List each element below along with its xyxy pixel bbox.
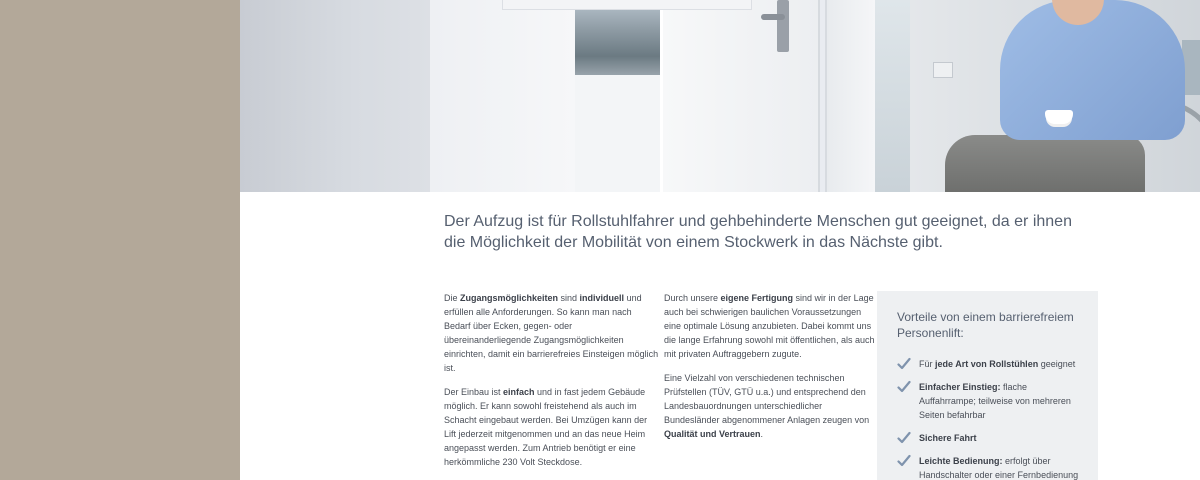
text: Durch unsere <box>664 293 721 303</box>
content-page <box>240 0 1200 480</box>
bold-text: jede Art von Rollstühlen <box>935 359 1039 369</box>
hero-landscape-view <box>575 0 665 75</box>
text-column-2 <box>664 291 879 451</box>
hero-image <box>240 0 1200 192</box>
text-column-1 <box>444 291 659 479</box>
hero-door <box>660 0 820 192</box>
text: Für <box>919 359 936 369</box>
bold-text: Qualität und Vertrauen <box>664 429 761 439</box>
bold-text: Sichere Fahrt <box>919 433 977 443</box>
person-legs <box>945 135 1145 192</box>
hero-top-panel <box>502 0 752 10</box>
text: erfolgt über Handschalter oder einer Fernbedienung <box>919 456 1079 480</box>
text: geeignet <box>1038 359 1076 369</box>
checkmark-icon <box>897 357 911 371</box>
door-handle <box>761 14 785 20</box>
paragraph-quality <box>664 371 879 441</box>
text: und erfüllen alle Anforderungen. So kann man nach Bedarf über Ecken, gegen- oder übereinanderliegende Zugangsmöglichkeiten einrichten, damit ein barrierefreies Einsteigen möglich ist. <box>444 293 659 373</box>
text: . <box>760 429 764 439</box>
text: Die <box>444 293 461 303</box>
door-handle-plate <box>777 0 789 52</box>
bold-text: individuell <box>579 293 625 303</box>
text: sind wir in der Lage auch bei schwierigen baulichen Voraussetzungen eine optimale Lösung anzubieten. Dabei kommt uns die lange Erfahrung sowohl mit öffentlichen, als auch mit privaten Auftraggebern zugute. <box>664 293 875 359</box>
hero-glass <box>875 0 910 192</box>
benefit-item <box>897 454 1080 480</box>
benefit-item <box>897 357 1080 371</box>
text: und in fast jedem Gebäude möglich. Er kann sowohl freistehend als auch im Schacht eingebaut werden. Bei Umzügen kann der Lift jederzeit mitgenommen und an das neue Heim angepasst werden. Zum Antrieb benötigt er eine herkömmliche 230 Volt Steckdose. <box>444 387 648 467</box>
hero-door-frame <box>825 0 875 192</box>
benefit-item <box>897 380 1080 422</box>
bold-text: Einfacher Einstieg: <box>919 382 1001 392</box>
benefit-item <box>897 431 1080 445</box>
text: Eine Vielzahl von verschiedenen technischen Prüfstellen (TÜV, GTÜ u.a.) und entsprechend den Landesbauordnungen unterschiedlicher Bundesländer abgenommener Anlagen zeugen von <box>664 373 870 425</box>
hero-wall-left <box>240 0 430 192</box>
text: flache Auffahrrampe; teilweise von mehreren Seiten befahrbar <box>919 382 1071 420</box>
text: sind <box>558 293 580 303</box>
coffee-cup <box>1045 110 1073 124</box>
benefits-box <box>877 291 1098 480</box>
text: Der Einbau ist <box>444 387 504 397</box>
bold-text: eigene Fertigung <box>720 293 794 303</box>
paragraph-installation <box>444 385 659 469</box>
bold-text: Leichte Bedienung: <box>919 456 1003 466</box>
bold-text: Zugangsmöglichkeiten <box>460 293 559 303</box>
person-torso <box>1000 0 1185 140</box>
checkmark-icon <box>897 380 911 394</box>
benefits-title: Vorteile von einem barrierefreiem Personenlift: <box>897 310 1074 340</box>
paragraph-access <box>444 291 659 375</box>
checkmark-icon <box>897 454 911 468</box>
intro-text: Der Aufzug ist für Rollstuhlfahrer und gehbehinderte Menschen gut geeignet, da er ihnen die Möglichkeit der Mobilität von einem Stockwerk in das Nächste gibt. <box>444 213 1072 251</box>
light-switch <box>933 62 953 78</box>
paragraph-production <box>664 291 879 361</box>
hero-wall-middle <box>430 0 575 192</box>
checkmark-icon <box>897 431 911 445</box>
bold-text: einfach <box>503 387 535 397</box>
